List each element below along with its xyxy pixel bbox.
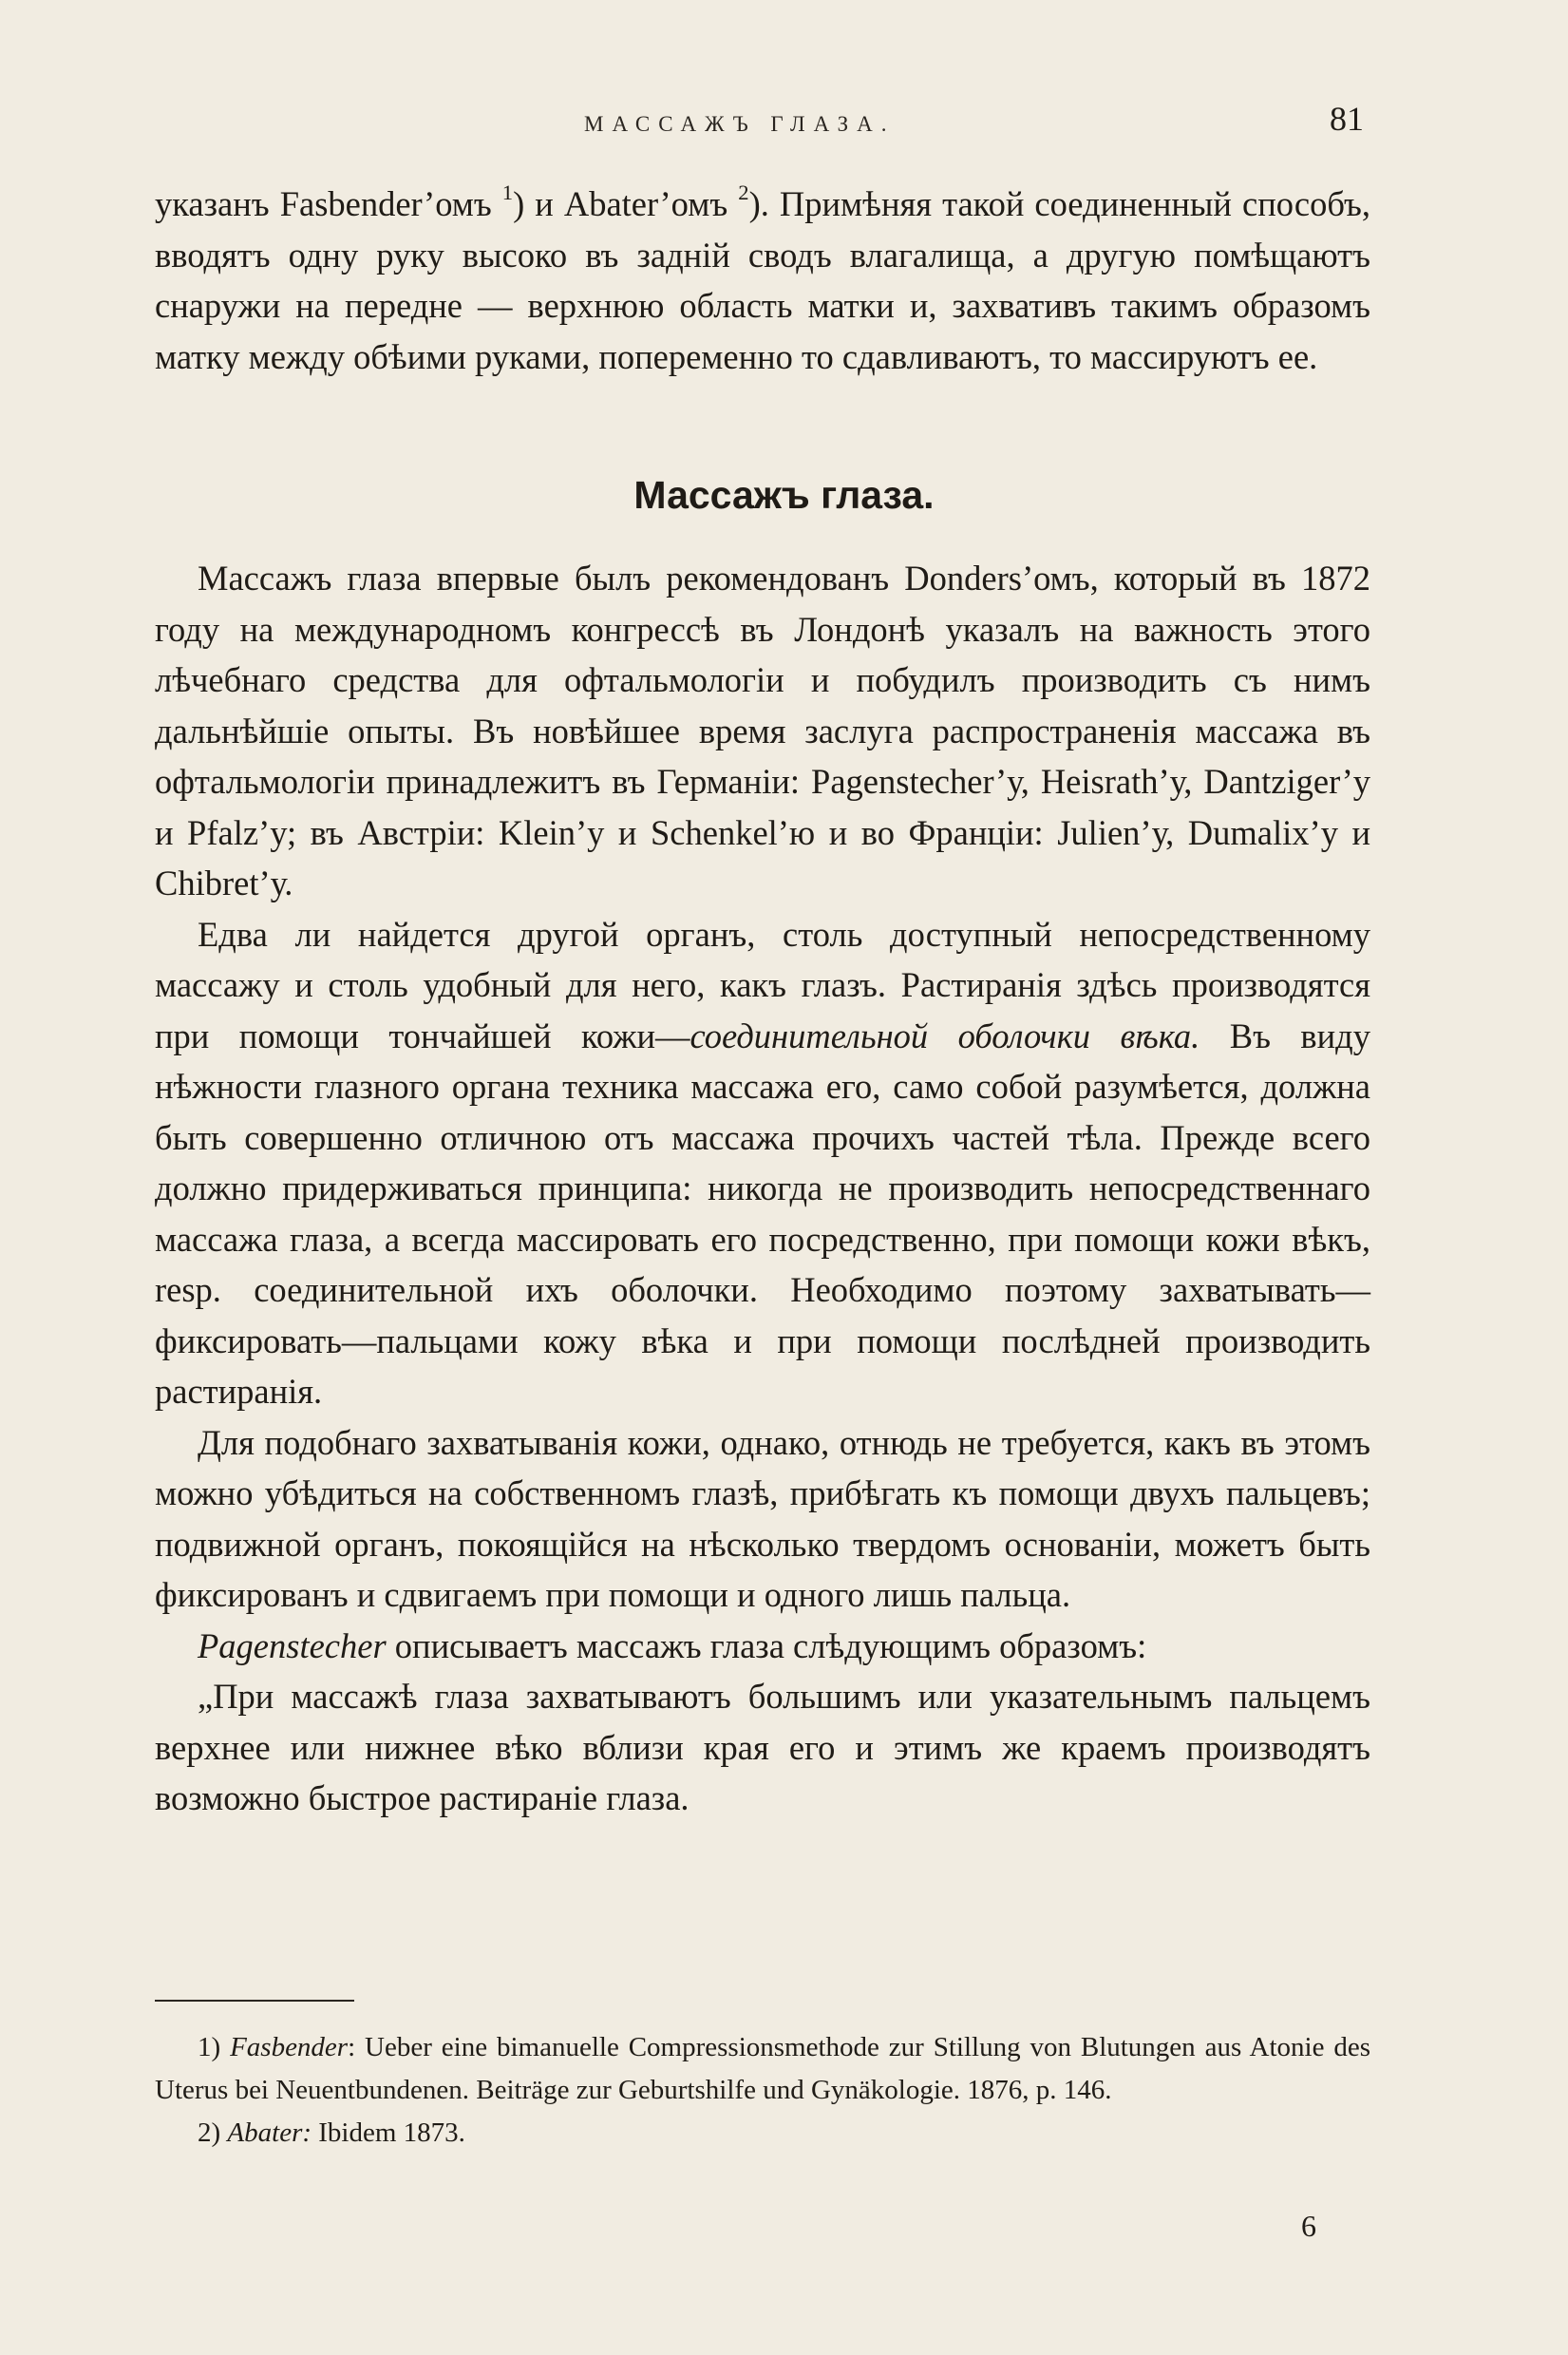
text-run: Въ виду нѣжности глазного органа техника массажа его, само собой разумѣется, должна быть совершенно отличною отъ массажа прочихъ частей тѣла. Прежде всего должно придерживаться принципа: никогда не производить непосредственнаго массажа глаза, а всегда массировать его посредственно, при помощи кожи вѣкъ, resp. соединительной ихъ оболочки. Необходимо поэтому захватывать—фиксировать—пальцами кожу вѣка и при помощи послѣдней производить растиранiя. (155, 1016, 1371, 1411)
footnote-author: Fasbender (230, 2032, 349, 2062)
text-run: ). Примѣняя такой соединенный способъ, вводятъ одну руку высоко въ заднiй сводъ влагалища, а другую помѣщаютъ снаружи на передне — верхнюю область матки и, захвативъ такимъ образомъ матку между обѣими руками, попеременно то сдавливаютъ, то массируютъ ее. (155, 184, 1371, 376)
page-header (0, 99, 1568, 146)
paragraph-1: Массажъ глаза впервые былъ рекомендованъ Donders’омъ, который въ 1872 году на международномъ конгрессѣ въ Лондонѣ указалъ на важность этого лѣчебнаго средства для офтальмологiи и побудилъ производить съ нимъ дальнѣйшiе опыты. Въ новѣйшее время заслуга распространенiя массажа въ офтальмологiи принадлежитъ въ Германiи: Pagenstecher’у, Heisrath’у, Dantziger’у и Pfalz’у; въ Австрiи: Klein’у и Schenkel’ю и во Францiи: Julien’у, Dumalix’у и Chibret’у. (155, 559, 1370, 902)
footnotes (155, 2026, 1370, 2155)
italic-author: Pagenstecher (198, 1625, 387, 1665)
italic-term: соединительной оболочки вѣка. (690, 1016, 1200, 1055)
text-run: Едва ли найдется другой органъ, столь доступный непосредственному массажу и столь удобный для него, какъ глазъ. Растиранiя здѣсь производятся при помощи тончайшей кожи— (155, 914, 1370, 1055)
running-title: МАССАЖЪ ГЛАЗА. (584, 112, 896, 136)
footnote-author: Abater: (227, 2118, 312, 2148)
footnote-mark: 1 (198, 2032, 212, 2062)
text-run: описываетъ массажъ глаза слѣдующимъ образомъ: (386, 1625, 1147, 1665)
footnote-1: 1) Fasbender: Ueber eine bimanuelle Compressionsmethode zur Stillung von Blutungen aus Atonie des Uterus bei Neuentbundenen. Beiträge zur Geburtshilfe und Gynäkologie. 1876, p. 146. (155, 2032, 1370, 2105)
continued-paragraph (155, 179, 1370, 382)
footnote-2: 2) Abater: Ibidem 1873. (198, 2118, 465, 2148)
page-number: 81 (1330, 100, 1364, 138)
paragraph-5-quote: „При массажѣ глаза захватываютъ большимъ или указательнымъ пальцемъ верхнее или нижнее вѣко вблизи края его и этимъ же краемъ производятъ возможно быстрое растиранiе глаза. (155, 1677, 1370, 1817)
top-text-block (155, 179, 1370, 382)
footnote-mark: 2 (198, 2118, 212, 2148)
paragraph-3: Для подобнаго захватыванiя кожи, однако, отнюдь не требуется, какъ въ этомъ можно убѣдиться на собственномъ глазѣ, прибѣгать къ помощи двухъ пальцевъ; подвижной органъ, покоящiйся на нѣсколько твердомъ основанiи, можетъ быть фиксированъ и сдвигаемъ при помощи и одного лишь пальца. (155, 1422, 1370, 1614)
footnote-ref-1: 1 (501, 180, 514, 205)
footnote-ref-2: 2 (738, 180, 749, 205)
text-run: указанъ Fasbender’омъ (155, 184, 502, 223)
paragraph-4 (155, 1621, 1370, 1672)
text-run: ) и Abater’омъ (513, 184, 739, 223)
footnote-text: : Ueber eine bimanuelle Compressionsmethode zur Stillung von Blutungen aus Atonie des Uterus bei Neuentbundenen. Beiträge zur Geburtshilfe und Gynäkologie. 1876, p. 146. (155, 2032, 1370, 2105)
section-heading: Массажъ глаза. (633, 473, 935, 517)
footnote-text: Ibidem 1873. (312, 2118, 465, 2148)
footnote-divider (155, 2000, 354, 2002)
signature-number: 6 (1301, 2209, 1316, 2243)
main-text-block (155, 553, 1370, 1824)
paragraph-2 (155, 909, 1370, 1417)
